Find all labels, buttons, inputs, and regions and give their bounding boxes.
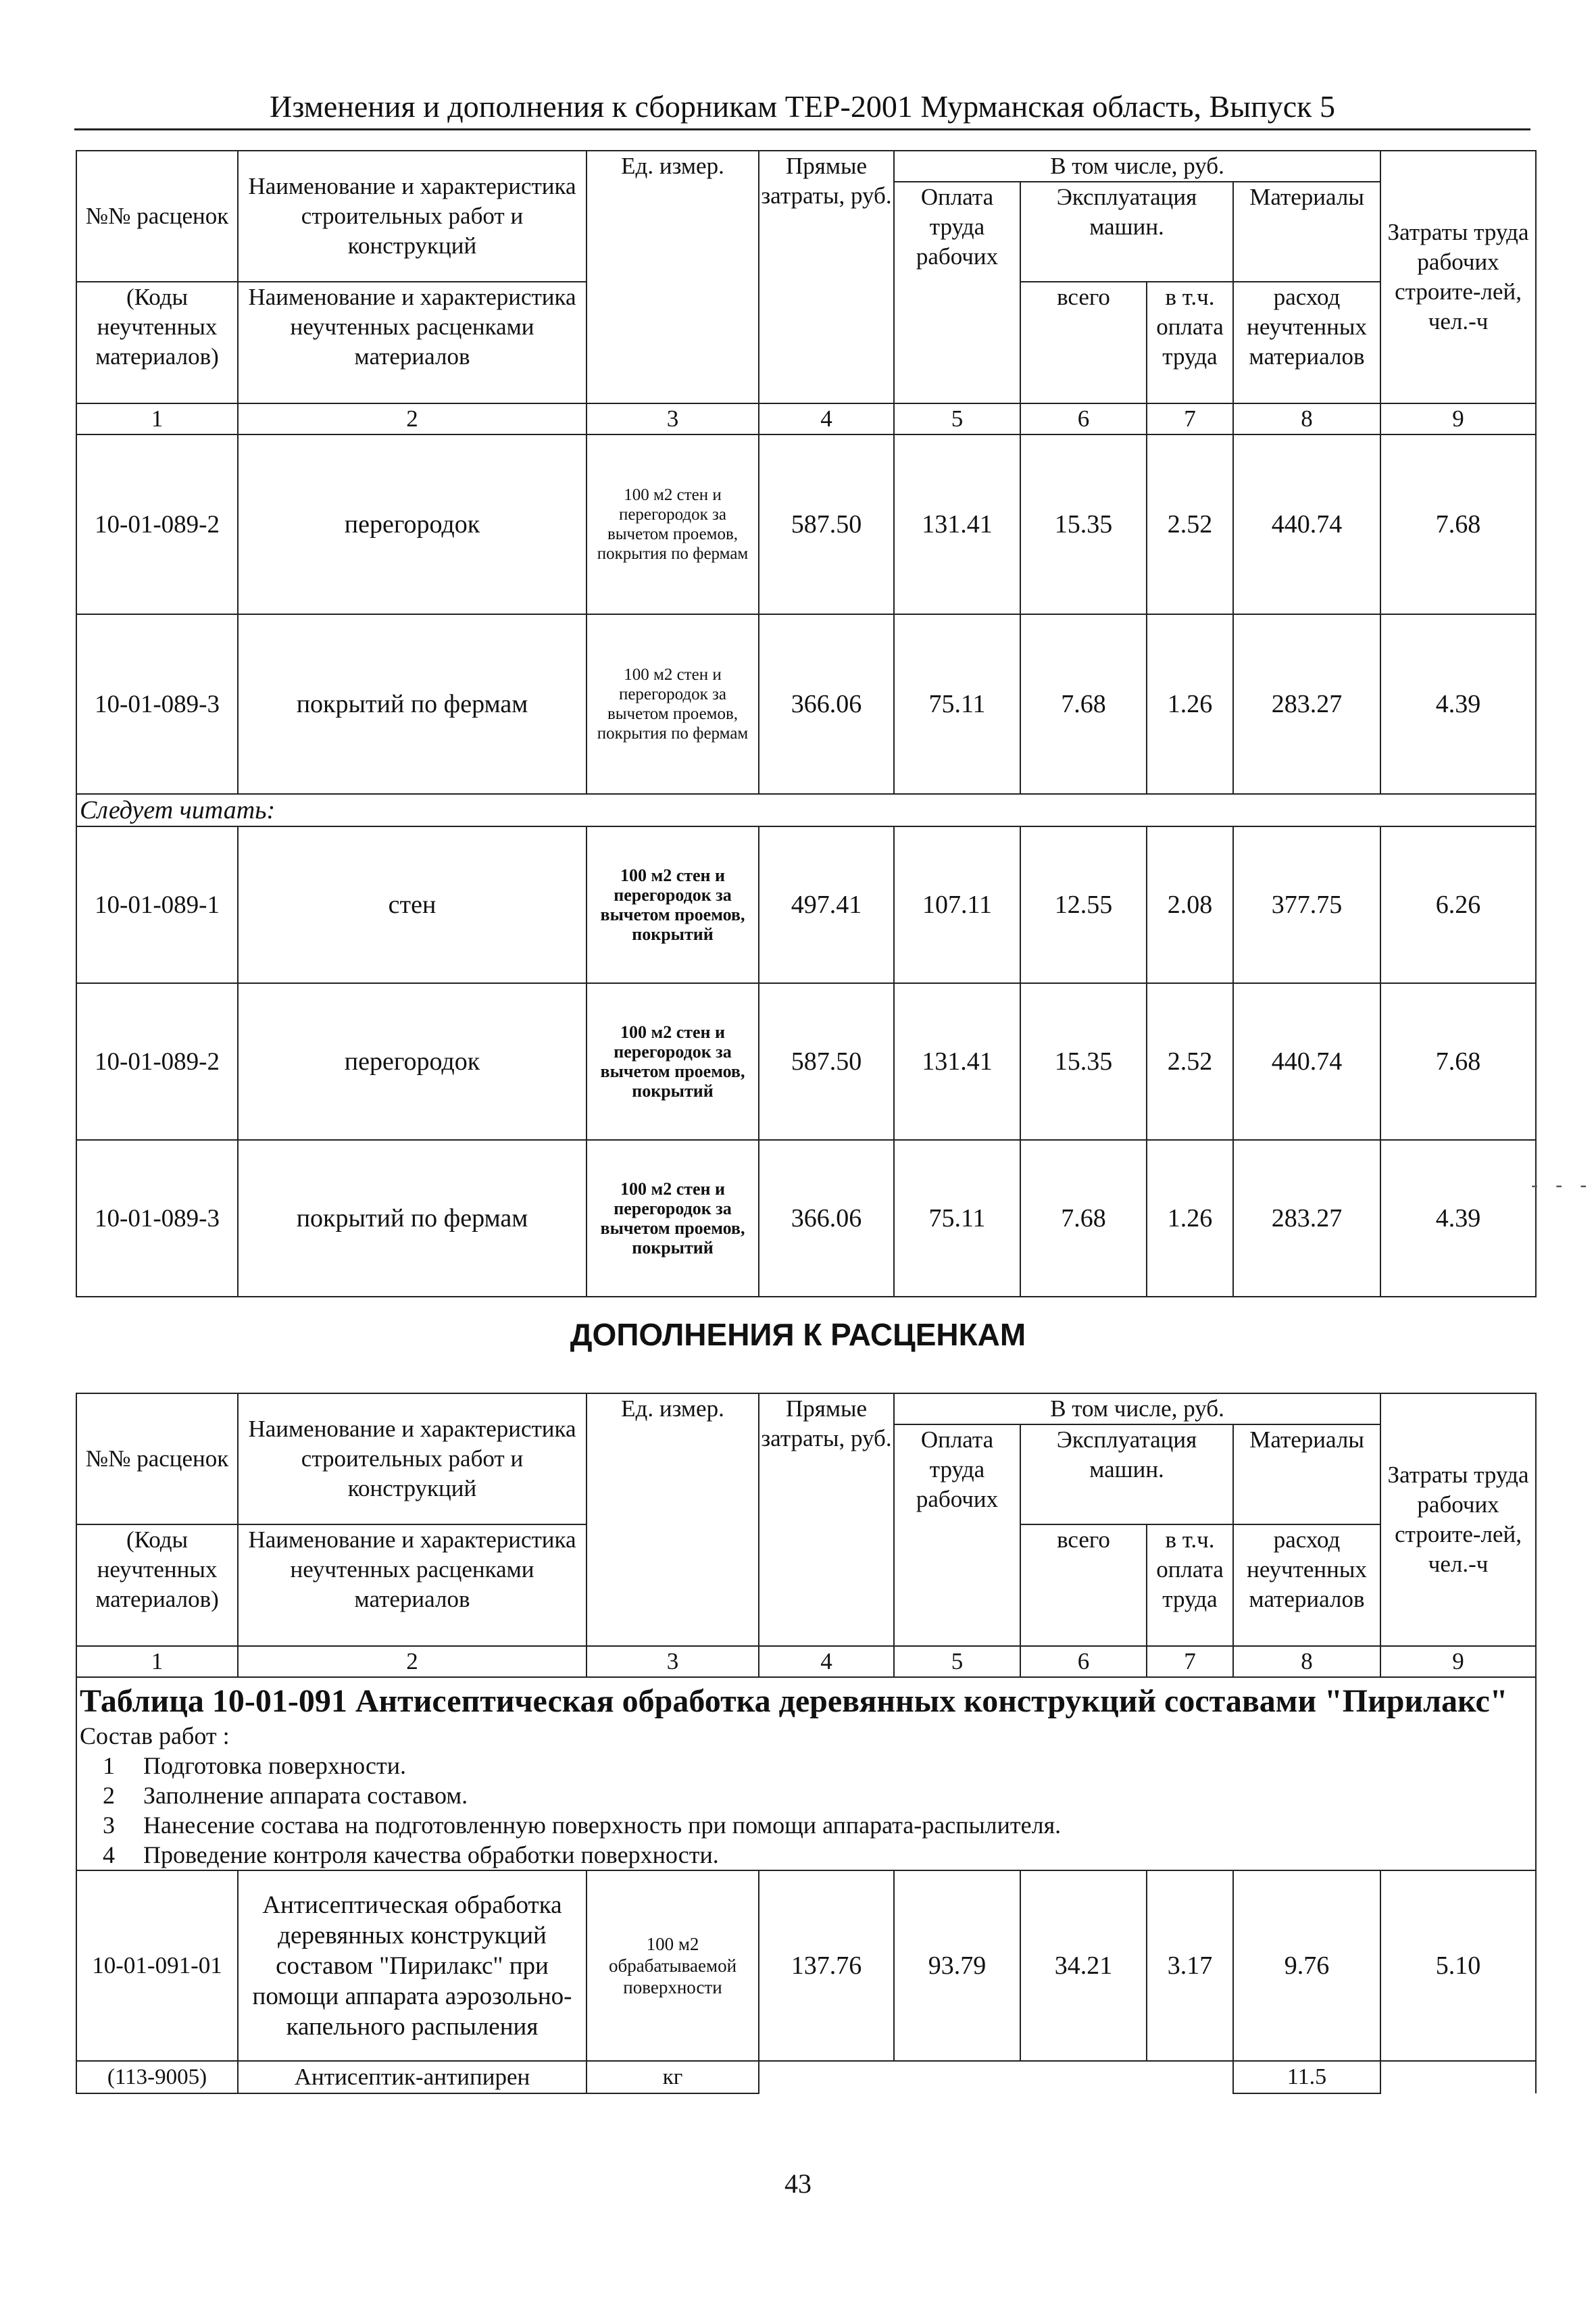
works-label: Состав работ : (80, 1722, 230, 1749)
col-code-sub-header: (Коды неучтенных материалов) (76, 282, 238, 403)
table-title: Таблица 10-01-091 Антисептическая обработка деревянных конструкций составами "Пирилакс" (80, 1683, 1508, 1719)
group-header: В том числе, руб. (894, 151, 1380, 182)
work-item: 4 Проведение контроля качества обработки поверхности. (103, 1841, 719, 1868)
table-description (76, 1677, 1536, 1870)
table-row: 10-01-091-01 Антисептическая обработка деревянных конструкций составом "Пирилакс" при помощи аппарата аэрозольно-капельного распыления 100 м2 обрабатываемой поверхности 137.76 93.79 34.21 3.17 9.76 5.10 (76, 1870, 1536, 2061)
col-labor-header: Оплата труда рабочих (894, 182, 1020, 403)
page-header: Изменения и дополнения к сборникам ТЕР-2001 Мурманская область, Выпуск 5 (74, 86, 1530, 130)
work-item: 3 Нанесение состава на подготовленную поверхность при помощи аппарата-распылителя. (103, 1812, 1062, 1839)
col-materials-header: Материалы (1233, 182, 1380, 282)
col-code-header: №№ расценок (76, 1393, 238, 1524)
col-labor-header: Оплата труда рабочих (894, 1424, 1020, 1646)
col-name-sub-header: Наименование и характеристика неучтенных расценками материалов (238, 1524, 587, 1646)
col-direct-header: Прямые затраты, руб. (759, 151, 894, 403)
work-item: 1 Подготовка поверхности. (103, 1752, 407, 1779)
rates-table-additions (76, 1393, 1537, 2094)
col-machines-total-header: всего (1020, 282, 1147, 403)
table-row: 10-01-089-1 стен 100 м2 стен и перегородок за вычетом проемов, покрытий 497.41 107.11 12.55 2.08 377.75 6.26 (76, 826, 1536, 983)
col-name-sub-header: Наименование и характеристика неучтенных расценками материалов (238, 282, 587, 403)
col-materials-use-header: расход неучтенных материалов (1233, 1524, 1380, 1646)
column-numbers-row: 1 2 3 4 5 6 7 8 9 (76, 1646, 1536, 1677)
col-hours-header: Затраты труда рабочих строите-лей, чел.-ч (1380, 1393, 1536, 1646)
col-materials-use-header: расход неучтенных материалов (1233, 282, 1380, 403)
col-machines-header: Эксплуатация машин. (1020, 1424, 1233, 1524)
col-unit-header: Ед. измер. (587, 1393, 759, 1646)
rates-table-changes (76, 150, 1537, 1297)
table-row: 10-01-089-3 покрытий по фермам 100 м2 стен и перегородок за вычетом проемов, покрытия по фермам 366.06 75.11 7.68 1.26 283.27 4.39 (76, 614, 1536, 794)
column-numbers-row: 1 2 3 4 5 6 7 8 9 (76, 403, 1536, 434)
col-materials-header: Материалы (1233, 1424, 1380, 1524)
section-title: ДОПОЛНЕНИЯ К РАСЦЕНКАМ (570, 1317, 1026, 1352)
table-row: 10-01-089-2 перегородок 100 м2 стен и перегородок за вычетом проемов, покрытий 587.50 131.41 15.35 2.52 440.74 7.68 (76, 983, 1536, 1140)
col-code-header: №№ расценок (76, 151, 238, 282)
read-as-label: Следует читать: (76, 794, 1536, 826)
col-unit-header: Ед. измер. (587, 151, 759, 403)
table-row: 10-01-089-3 покрытий по фермам 100 м2 стен и перегородок за вычетом проемов, покрытий 366.06 75.11 7.68 1.26 283.27 4.39 (76, 1140, 1536, 1297)
material-row: (113-9005) Антисептик-антипирен кг 11.5 (76, 2061, 1536, 2093)
col-machines-labor-header: в т.ч. оплата труда (1147, 282, 1233, 403)
table-row: 10-01-089-2 перегородок 100 м2 стен и перегородок за вычетом проемов, покрытия по фермам 587.50 131.41 15.35 2.52 440.74 7.68 (76, 434, 1536, 614)
col-machines-total-header: всего (1020, 1524, 1147, 1646)
col-name-header: Наименование и характеристика строительных работ и конструкций (238, 151, 587, 282)
margin-mark: - - - (1528, 1174, 1590, 1197)
col-code-sub-header: (Коды неучтенных материалов) (76, 1524, 238, 1646)
work-item: 2 Заполнение аппарата составом. (103, 1782, 468, 1809)
col-name-header: Наименование и характеристика строительных работ и конструкций (238, 1393, 587, 1524)
group-header: В том числе, руб. (894, 1393, 1380, 1424)
page-number: 43 (784, 2168, 812, 2199)
col-hours-header: Затраты труда рабочих строите-лей, чел.-ч (1380, 151, 1536, 403)
col-machines-labor-header: в т.ч. оплата труда (1147, 1524, 1233, 1646)
col-machines-header: Эксплуатация машин. (1020, 182, 1233, 282)
col-direct-header: Прямые затраты, руб. (759, 1393, 894, 1646)
